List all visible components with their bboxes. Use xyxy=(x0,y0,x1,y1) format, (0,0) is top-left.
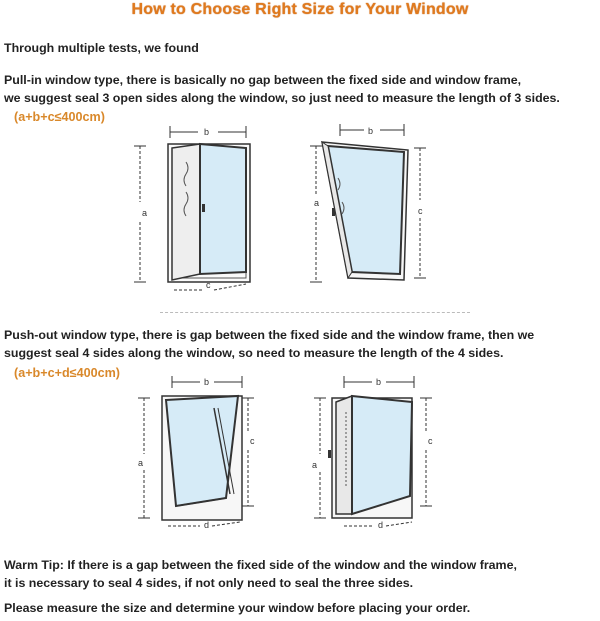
label-c: c xyxy=(428,436,433,446)
label-a: a xyxy=(314,198,320,208)
section-divider xyxy=(160,312,470,313)
warm-tip-line-1: Warm Tip: If there is a gap between the fixed side of the window and the window frame, xyxy=(4,558,517,572)
label-d: d xyxy=(378,520,384,530)
pull-in-description-line-1: Pull-in window type, there is basically no gap between the fixed side and window frame, xyxy=(4,73,522,87)
label-c: c xyxy=(418,206,423,216)
page-title: How to Choose Right Size for Your Window xyxy=(131,1,469,18)
push-out-formula: (a+b+c+d≤400cm) xyxy=(14,366,120,380)
push-out-awning-diagram xyxy=(130,368,270,538)
label-a: a xyxy=(312,460,318,470)
intro-text: Through multiple tests, we found xyxy=(4,41,199,55)
label-d: d xyxy=(204,520,210,530)
pull-in-formula: (a+b+c≤400cm) xyxy=(14,110,105,124)
label-b: b xyxy=(368,126,374,136)
label-b: b xyxy=(204,127,210,137)
label-b: b xyxy=(376,377,382,387)
pull-in-top-hinged-diagram xyxy=(308,122,448,302)
pull-in-description-line-2: we suggest seal 3 open sides along the window, so just need to measure the length of 3 sides. xyxy=(4,91,560,105)
push-out-description-line-1: Push-out window type, there is gap between the fixed side and the window frame, then we xyxy=(4,328,535,342)
label-c: c xyxy=(250,436,255,446)
pull-in-side-hinged-diagram xyxy=(128,122,268,302)
label-a: a xyxy=(138,458,144,468)
push-out-description-line-2: suggest seal 4 sides along the window, so need to measure the length of the 4 sides. xyxy=(4,346,504,360)
label-a: a xyxy=(142,208,148,218)
closing-note: Please measure the size and determine your window before placing your order. xyxy=(4,601,471,615)
label-b: b xyxy=(204,377,210,387)
label-c: c xyxy=(206,280,211,290)
warm-tip-line-2: it is necessary to seal 4 sides, if not only need to seal the three sides. xyxy=(4,576,414,590)
push-out-casement-diagram xyxy=(308,368,448,538)
